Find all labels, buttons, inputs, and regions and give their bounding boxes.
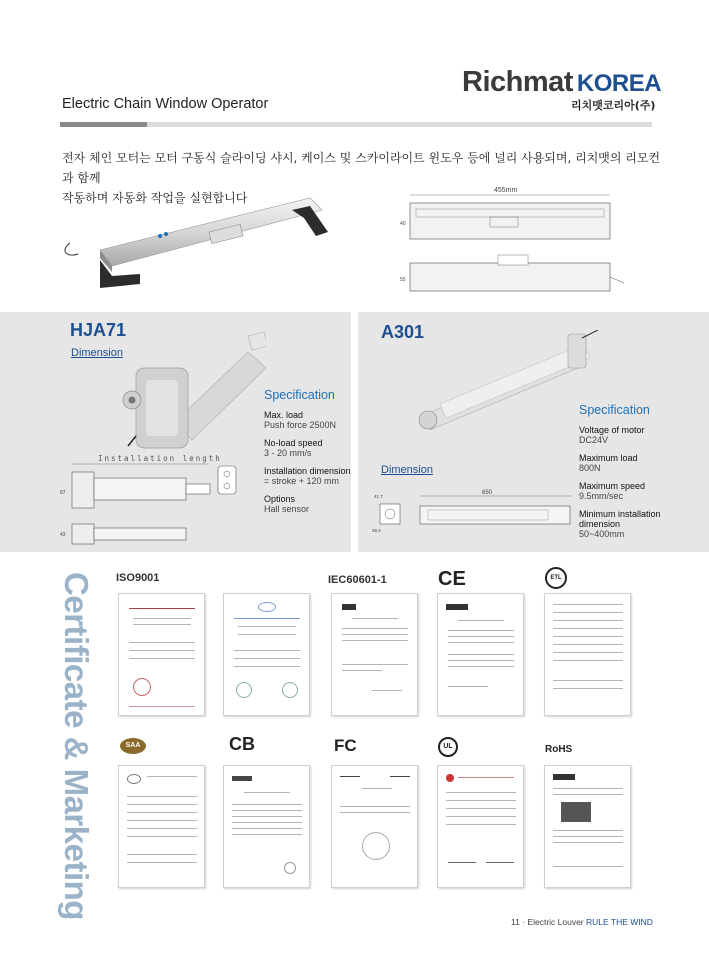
a301-dimension-drawing [372,486,577,536]
a301-dimension-label: Dimension [381,464,433,476]
hja71-dimension-label: Dimension [71,347,123,359]
footer-text: Electric Louver [527,917,584,927]
drawing-width-label: 455mm [494,187,518,194]
intertek-ce-certificate [437,593,524,716]
fcc-mark-icon: FC [334,736,357,755]
brand-suffix: KOREA [576,70,662,97]
a301-dim-a: 41.7 [374,494,383,499]
page-title: Electric Chain Window Operator [62,96,269,112]
chain-operator-image [60,188,340,303]
intro-line-1: 전자 체인 모터는 모터 구동식 슬라이딩 샤시, 케이스 및 스카이라이트 윈도우 등에 널리 사용되며, 리치맷의 리모컨과 함께 [62,151,661,185]
ul-certificate [437,765,524,888]
a301-spec-title: Specification [579,403,650,417]
a301-model-title: A301 [381,322,425,342]
hja71-dim-a: 87 [60,490,66,496]
hja71-dim-b: 43 [60,532,66,538]
a301-spec-installation: Minimum installation dimension 50~400mm [579,509,661,539]
cb-mark-icon: CB [229,734,255,754]
hja71-installation-caption: Installation length [98,454,222,463]
hja71-spec-installation: Installation dimension = stroke + 120 mm [264,466,351,486]
certificate-section-title: Certificate & Marketing [58,572,95,920]
drawing-h2-label: 55 [400,277,406,283]
quality-management-certificate [223,593,310,716]
a301-dim-length: 650 [482,490,493,496]
hja71-spec-list [264,410,354,514]
saa-certificate [118,765,205,888]
brand-subtitle: 리치맷코리아(주) [571,99,656,112]
a301-spec-speed: Maximum speed 9.5mm/sec [579,481,646,501]
page-footer [511,917,653,927]
title-underline-accent [60,122,147,127]
rohs-mark-icon: RoHS [545,744,573,755]
etl-authorization-certificate [544,593,631,716]
hja71-actuator-image [116,328,266,456]
footer-slogan: RULE THE WIND [586,917,653,927]
iec60601-certificate [331,593,418,716]
brand-logo [462,66,661,99]
a301-spec-list [579,425,689,539]
page-number: 11 [511,917,520,927]
iec60601-label: IEC60601-1 [328,574,387,586]
hja71-spec-title: Specification [264,388,335,402]
hja71-spec-speed: No-load speed 3 - 20 mm/s [264,438,323,458]
hja71-spec-options: Options Hall sensor [264,494,310,514]
rohs-certificate [544,765,631,888]
iso9001-label: ISO9001 [116,572,160,584]
ce-mark-icon: CE [438,568,466,590]
a301-dim-b: 38.4 [372,528,381,533]
footer-separator: · [522,917,526,927]
etl-mark-icon: ETL [545,567,567,589]
hja71-spec-max-load: Max. load Push force 2500N [264,410,337,430]
fcc-certificate [331,765,418,888]
cb-certificate [223,765,310,888]
iso9001-certificate-cn [118,593,205,716]
a301-spec-voltage: Voltage of motor DC24V [579,425,645,445]
a301-spec-load: Maximum load 800N [579,453,638,473]
intro-line-2: 작동하며 자동화 작업을 실현합니다 [62,191,248,205]
drawing-h1-label: 40 [400,221,406,227]
hja71-dimension-drawing [58,462,248,552]
brand-name: Richmat [462,66,573,98]
ul-mark-icon: UL [438,737,458,757]
chain-operator-drawing [398,183,630,305]
saa-mark-icon: SAA [120,738,146,754]
hja71-model-title: HJA71 [70,320,127,340]
title-underline [147,122,652,127]
